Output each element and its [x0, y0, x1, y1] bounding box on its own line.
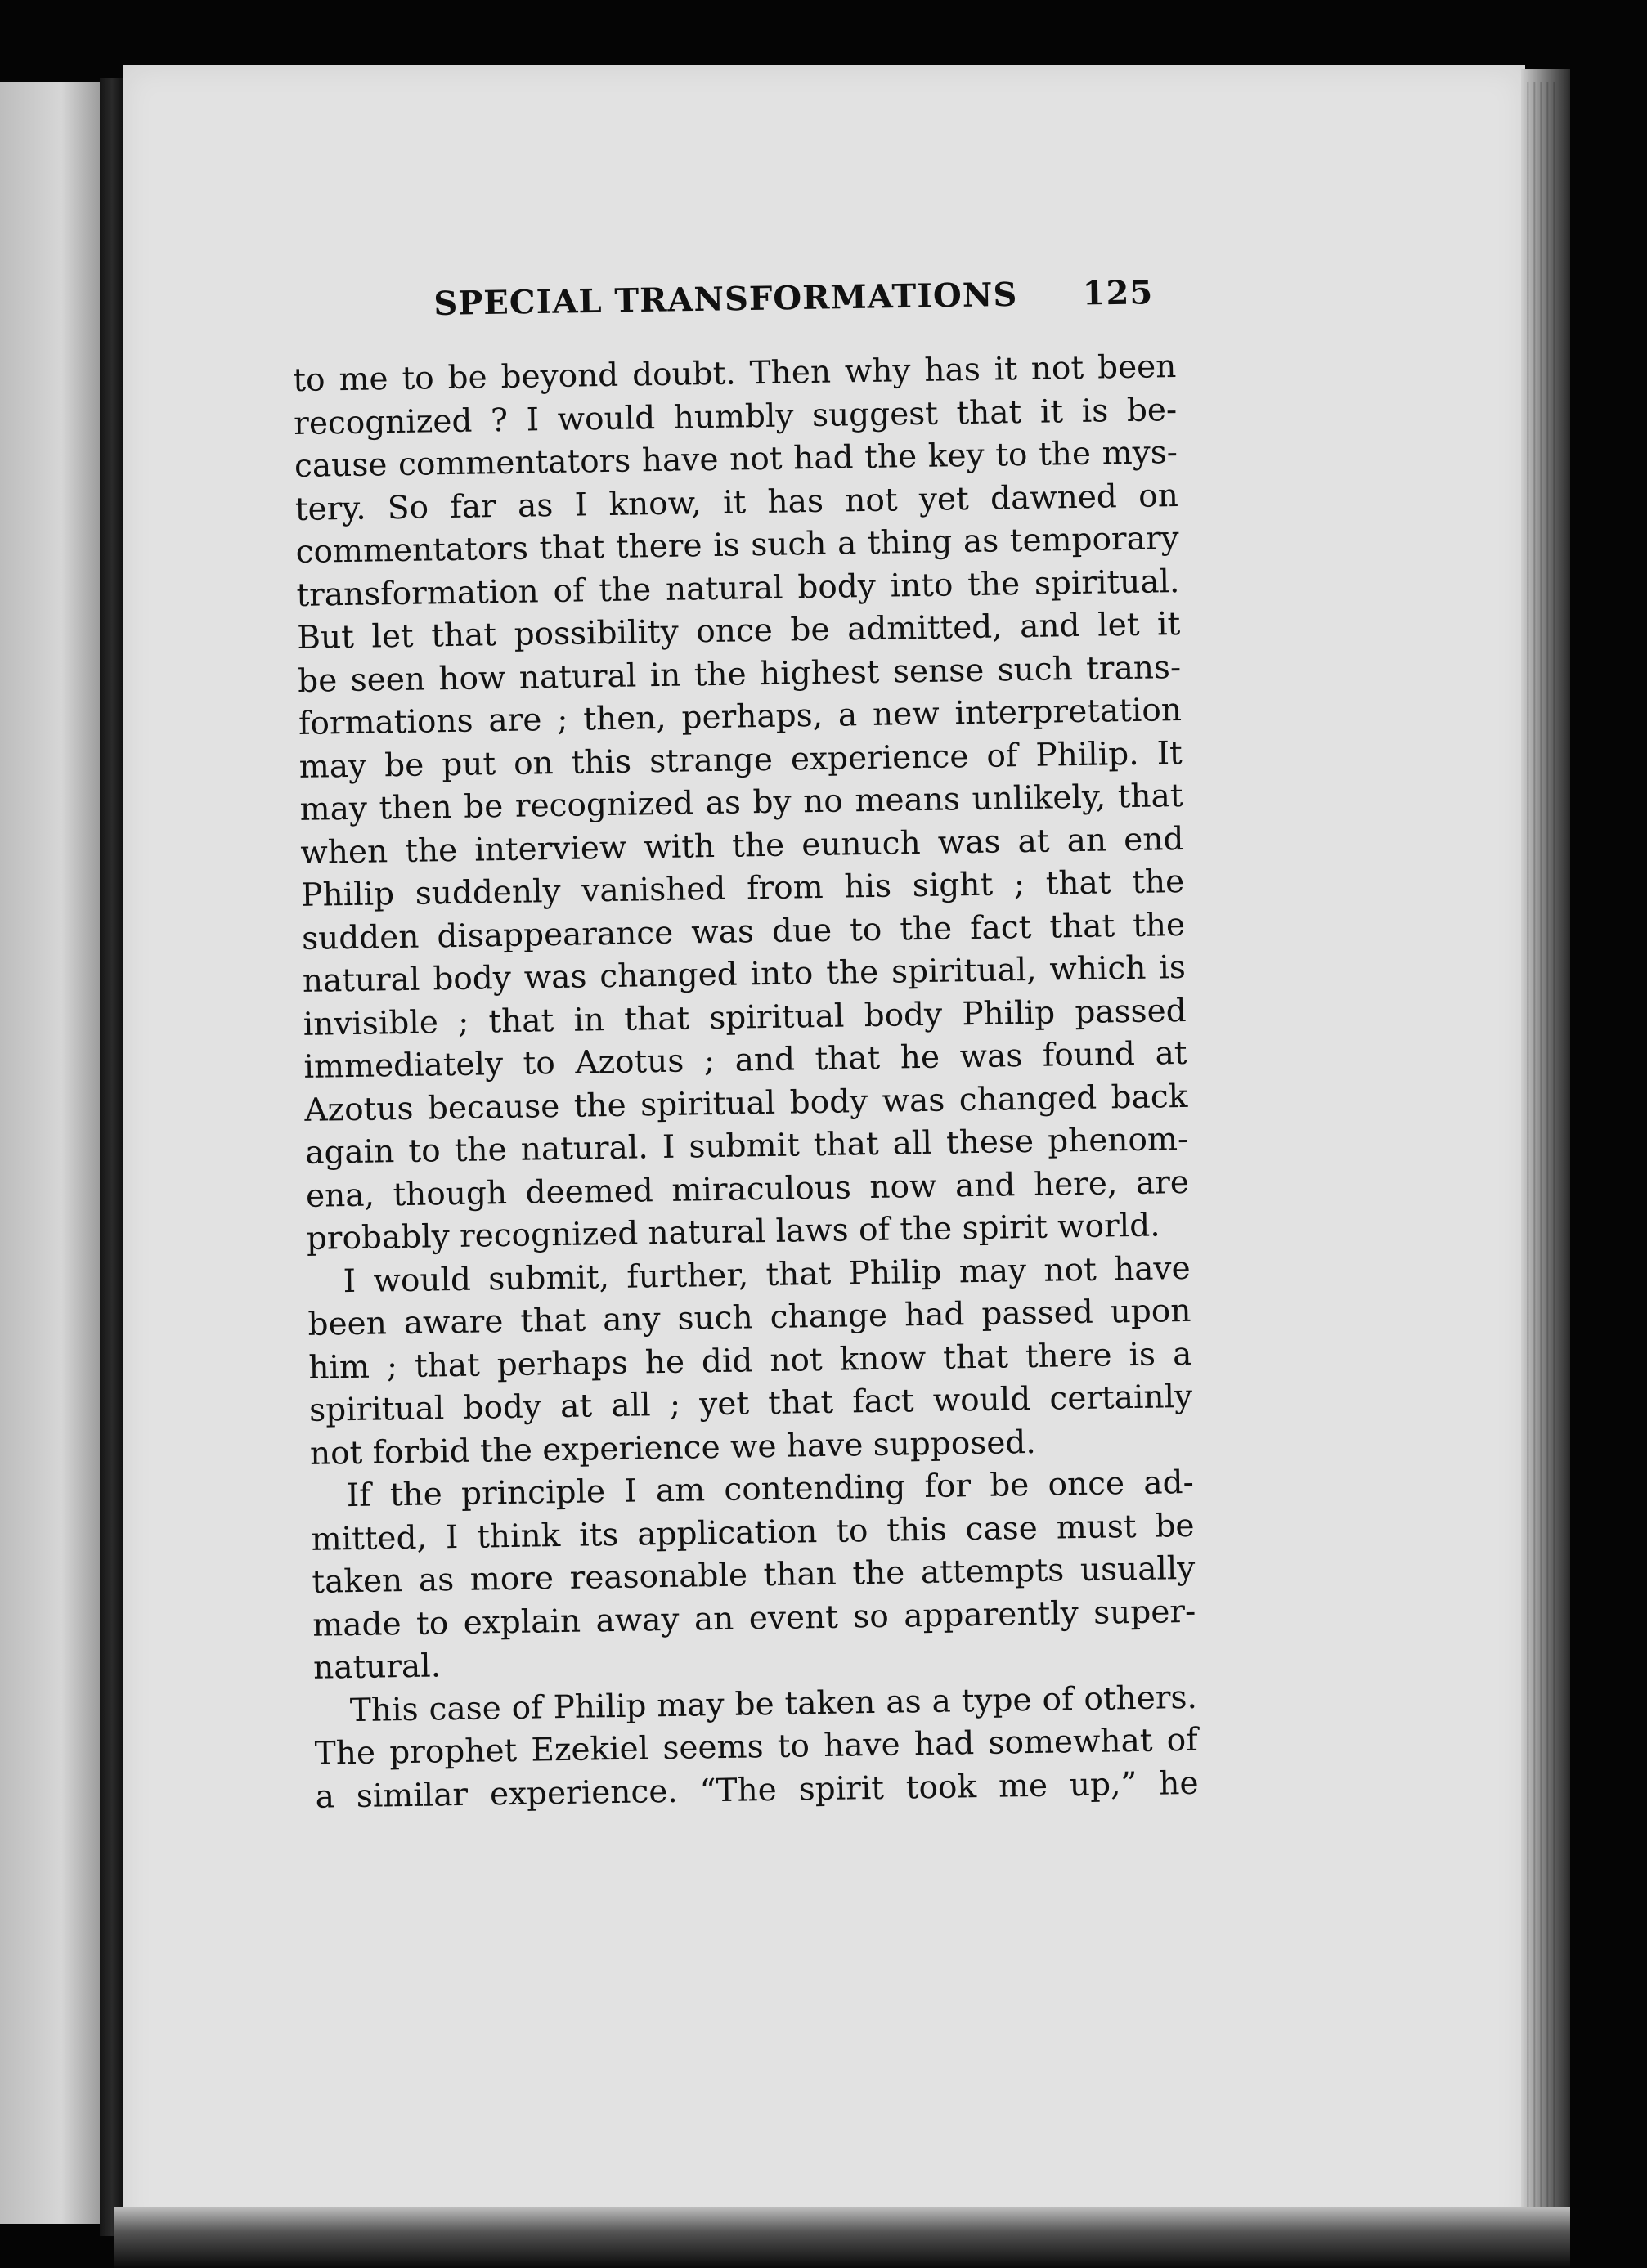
text-line: not forbid the experience we have supposed. [309, 1423, 1037, 1472]
text-line: tery. So far as I know, it has not yet dawned on [294, 477, 1179, 528]
page-number: 125 [1082, 273, 1154, 313]
text-line: a similar experience. “The spirit took me up,” he [315, 1764, 1199, 1816]
bottom-shadow [114, 2207, 1570, 2268]
text-line: Philip suddenly vanished from his sight ; that the [300, 863, 1185, 914]
text-line: I would submit, further, that Philip may not have [343, 1249, 1191, 1300]
text-line: ena, though deemed miraculous now and here, are [305, 1163, 1190, 1215]
text-line: made to explain away an event so apparently super- [312, 1593, 1196, 1644]
text-line: sudden disappearance was due to the fact that the [301, 906, 1186, 957]
text-line: probably recognized natural laws of the spirit world. [306, 1207, 1160, 1257]
text-line: to me to be beyond doubt. Then why has it not been [293, 348, 1177, 399]
text-line: immediately to Azotus ; and that he was found at [303, 1034, 1187, 1086]
page-edge-texture [1523, 82, 1555, 2224]
body-text [293, 346, 1199, 1819]
text-line: This case of Philip may be taken as a type of others. [349, 1679, 1198, 1729]
text-line: be seen how natural in the highest sense such trans- [297, 648, 1182, 700]
text-line: taken as more reasonable than the attempts usually [312, 1549, 1196, 1601]
text-line: cause commentators have not had the key to the mys- [294, 434, 1178, 485]
text-line: again to the natural. I submit that all these phenom- [304, 1120, 1189, 1172]
text-line: been aware that any such change had passed upon [307, 1292, 1191, 1343]
text-line: invisible ; that in that spiritual body Philip passed [303, 992, 1187, 1043]
text-line: If the principle I am contending for be once ad- [346, 1463, 1195, 1515]
text-line: may be put on this strange experience of Philip. It [298, 734, 1183, 786]
text-line: formations are ; then, perhaps, a new interpretation [298, 691, 1183, 742]
text-line: transformation of the natural body into the spiritual. [296, 563, 1180, 614]
text-line: commentators that there is such a thing as temporary [295, 520, 1179, 571]
running-title: SPECIAL TRANSFORMATIONS [433, 275, 1018, 323]
text-line: him ; that perhaps he did not know that there is a [308, 1335, 1192, 1387]
text-line: But let that possibility once be admitted, and let it [296, 605, 1181, 657]
text-line: The prophet Ezekiel seems to have had somewhat of [314, 1721, 1199, 1773]
text-line: when the interview with the eunuch was at an end [300, 820, 1184, 872]
left-facing-page [0, 82, 102, 2224]
text-line: recognized ? I would humbly suggest that it is be- [293, 391, 1178, 442]
text-line: may then be recognized as by no means unlikely, that [299, 777, 1183, 828]
text-line: mitted, I think its application to this case must be [311, 1507, 1195, 1558]
text-line: spiritual body at all ; yet that fact would certainly [308, 1378, 1193, 1429]
book-gutter [100, 78, 124, 2236]
text-line: natural. [312, 1647, 442, 1687]
text-line: natural body was changed into the spiritual, which is [302, 948, 1187, 1000]
text-line: Azotus because the spiritual body was changed back [304, 1078, 1188, 1129]
